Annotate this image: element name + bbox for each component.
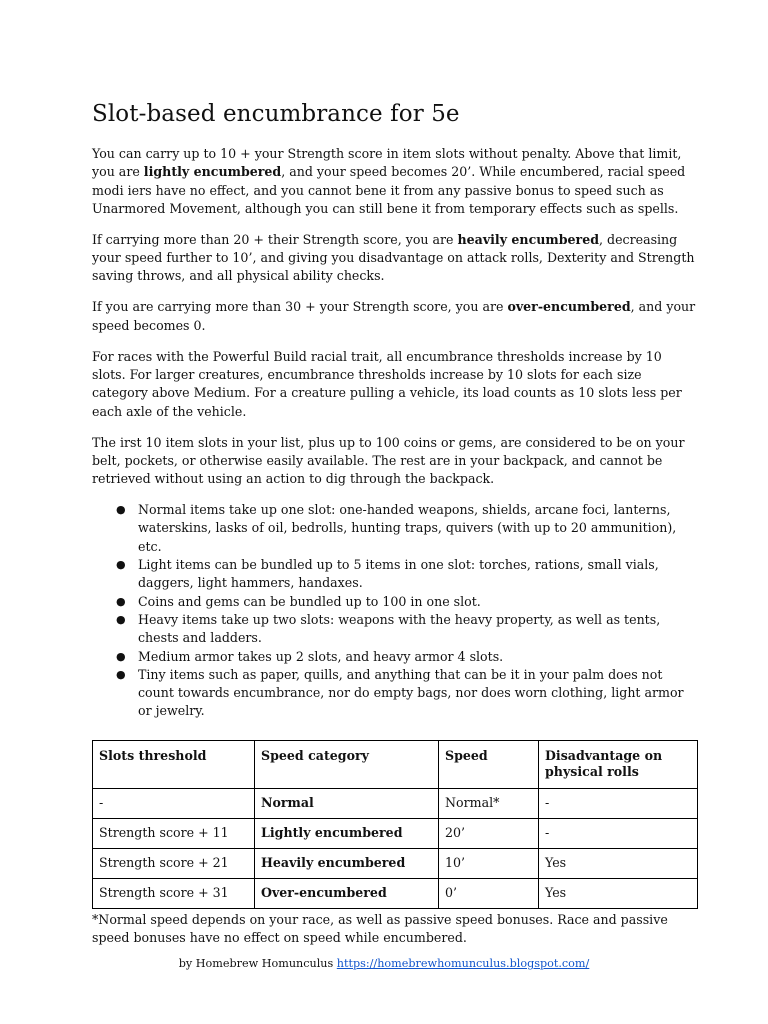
item-slot-list (92, 501, 697, 721)
table-cell: - (539, 818, 698, 848)
header-slots-threshold: Slots threshold (93, 740, 255, 788)
paragraph-item-access: The irst 10 item slots in your list, plus up to 100 coins or gems, are considered to be on your belt, pockets, or otherwise easily available. The rest are in your backpack, and cannot be retrieved without using an action to dig through the backpack. (92, 434, 685, 487)
table-header-row (93, 740, 698, 788)
term-over-encumbered: over-encumbered (507, 299, 631, 315)
document-body (92, 100, 697, 960)
paragraph-light-encumbrance: You can carry up to 10 + your Strength score in item slots without penalty. Above that limit, you are lightly encumbered, and your speed becomes 20’. While encumbered, racial speed modi iers have no effect, and you cannot bene it from any passive bonus to speed such as Unarmored Movement, although you can still bene it from temporary effects such as spells. (92, 146, 686, 216)
paragraph-heavy-encumbrance: If carrying more than 20 + their Strength score, you are heavily encumbered, decreasing your speed further to 10’, and giving you disadvantage on attack rolls, Dexterity and Strength saving throws, and all physical ability checks. (92, 231, 695, 284)
term-heavily-encumbered: heavily encumbered (457, 231, 600, 247)
header-disadvantage: Disadvantage on physical rolls (539, 740, 698, 788)
bullet-icon: ● (116, 503, 126, 517)
table-row (93, 848, 698, 878)
footer-author: by Homebrew Homunculus (178, 957, 337, 970)
list-item: ● Coins and gems can be bundled up to 100 in one slot. (138, 593, 697, 611)
table-cell: Over-encumbered (255, 878, 439, 908)
table-cell: 10’ (439, 848, 539, 878)
table-cell: 0’ (439, 878, 539, 908)
table-cell: Yes (539, 878, 698, 908)
bullet-icon: ● (116, 667, 126, 681)
table-cell: - (93, 788, 255, 818)
list-item: ● Tiny items such as paper, quills, and anything that can be it in your palm does not count towards encumbrance, nor do empty bags, nor does worn clothing, light armor or jewelry. (116, 666, 684, 719)
table-footnote: *Normal speed depends on your race, as well as passive speed bonuses. Race and passive speed bonuses have no effect on speed while encumbered. (92, 911, 668, 946)
header-speed-category: Speed category (255, 740, 439, 788)
header-speed: Speed (439, 740, 539, 788)
page-title: Slot-based encumbrance for 5e (92, 101, 460, 127)
table-row (93, 788, 698, 818)
table-cell: Yes (539, 848, 698, 878)
list-item: ● Heavy items take up two slots: weapons with the heavy property, as well as tents, chests and ladders. (116, 611, 661, 646)
list-item: ● Light items can be bundled up to 5 items in one slot: torches, rations, small vials, daggers, light hammers, handaxes. (116, 557, 659, 591)
bullet-icon: ● (116, 649, 126, 663)
paragraph-powerful-build: For races with the Powerful Build racial trait, all encumbrance thresholds increase by 10 slots. For larger creatures, encumbrance thresholds increase by 10 slots for each size category above Medium. For a creature pulling a vehicle, its load counts as 10 slots less per each axle of the vehicle. (92, 348, 682, 419)
table-cell: Strength score + 21 (93, 848, 255, 878)
list-item: ● Medium armor takes up 2 slots, and heavy armor 4 slots. (138, 648, 697, 666)
bullet-icon: ● (116, 612, 126, 626)
table-cell: Normal (255, 788, 439, 818)
footer (0, 956, 768, 972)
table-cell: - (539, 788, 698, 818)
table-cell: Normal* (439, 788, 539, 818)
table-cell: Heavily encumbered (255, 848, 439, 878)
table-cell: 20’ (439, 818, 539, 848)
paragraph-over-encumbrance: If you are carrying more than 30 + your Strength score, you are over-encumbered, and your speed becomes 0. (92, 299, 696, 333)
table-cell: Lightly encumbered (255, 818, 439, 848)
term-lightly-encumbered: lightly encumbered (143, 164, 282, 180)
blog-link[interactable]: https://homebrewhomunculus.blogspot.com/ (336, 957, 590, 970)
table-cell: Strength score + 11 (93, 818, 255, 848)
bullet-icon: ● (116, 594, 126, 608)
encumbrance-table (92, 740, 698, 909)
table-row (93, 818, 698, 848)
bullet-icon: ● (116, 558, 126, 572)
list-item: ● Normal items take up one slot: one-handed weapons, shields, arcane foci, lanterns, waterskins, lasks of oil, bedrolls, hunting traps, quivers (with up to 20 ammunition), etc. (116, 502, 677, 554)
table-row (93, 878, 698, 908)
table-cell: Strength score + 31 (93, 878, 255, 908)
